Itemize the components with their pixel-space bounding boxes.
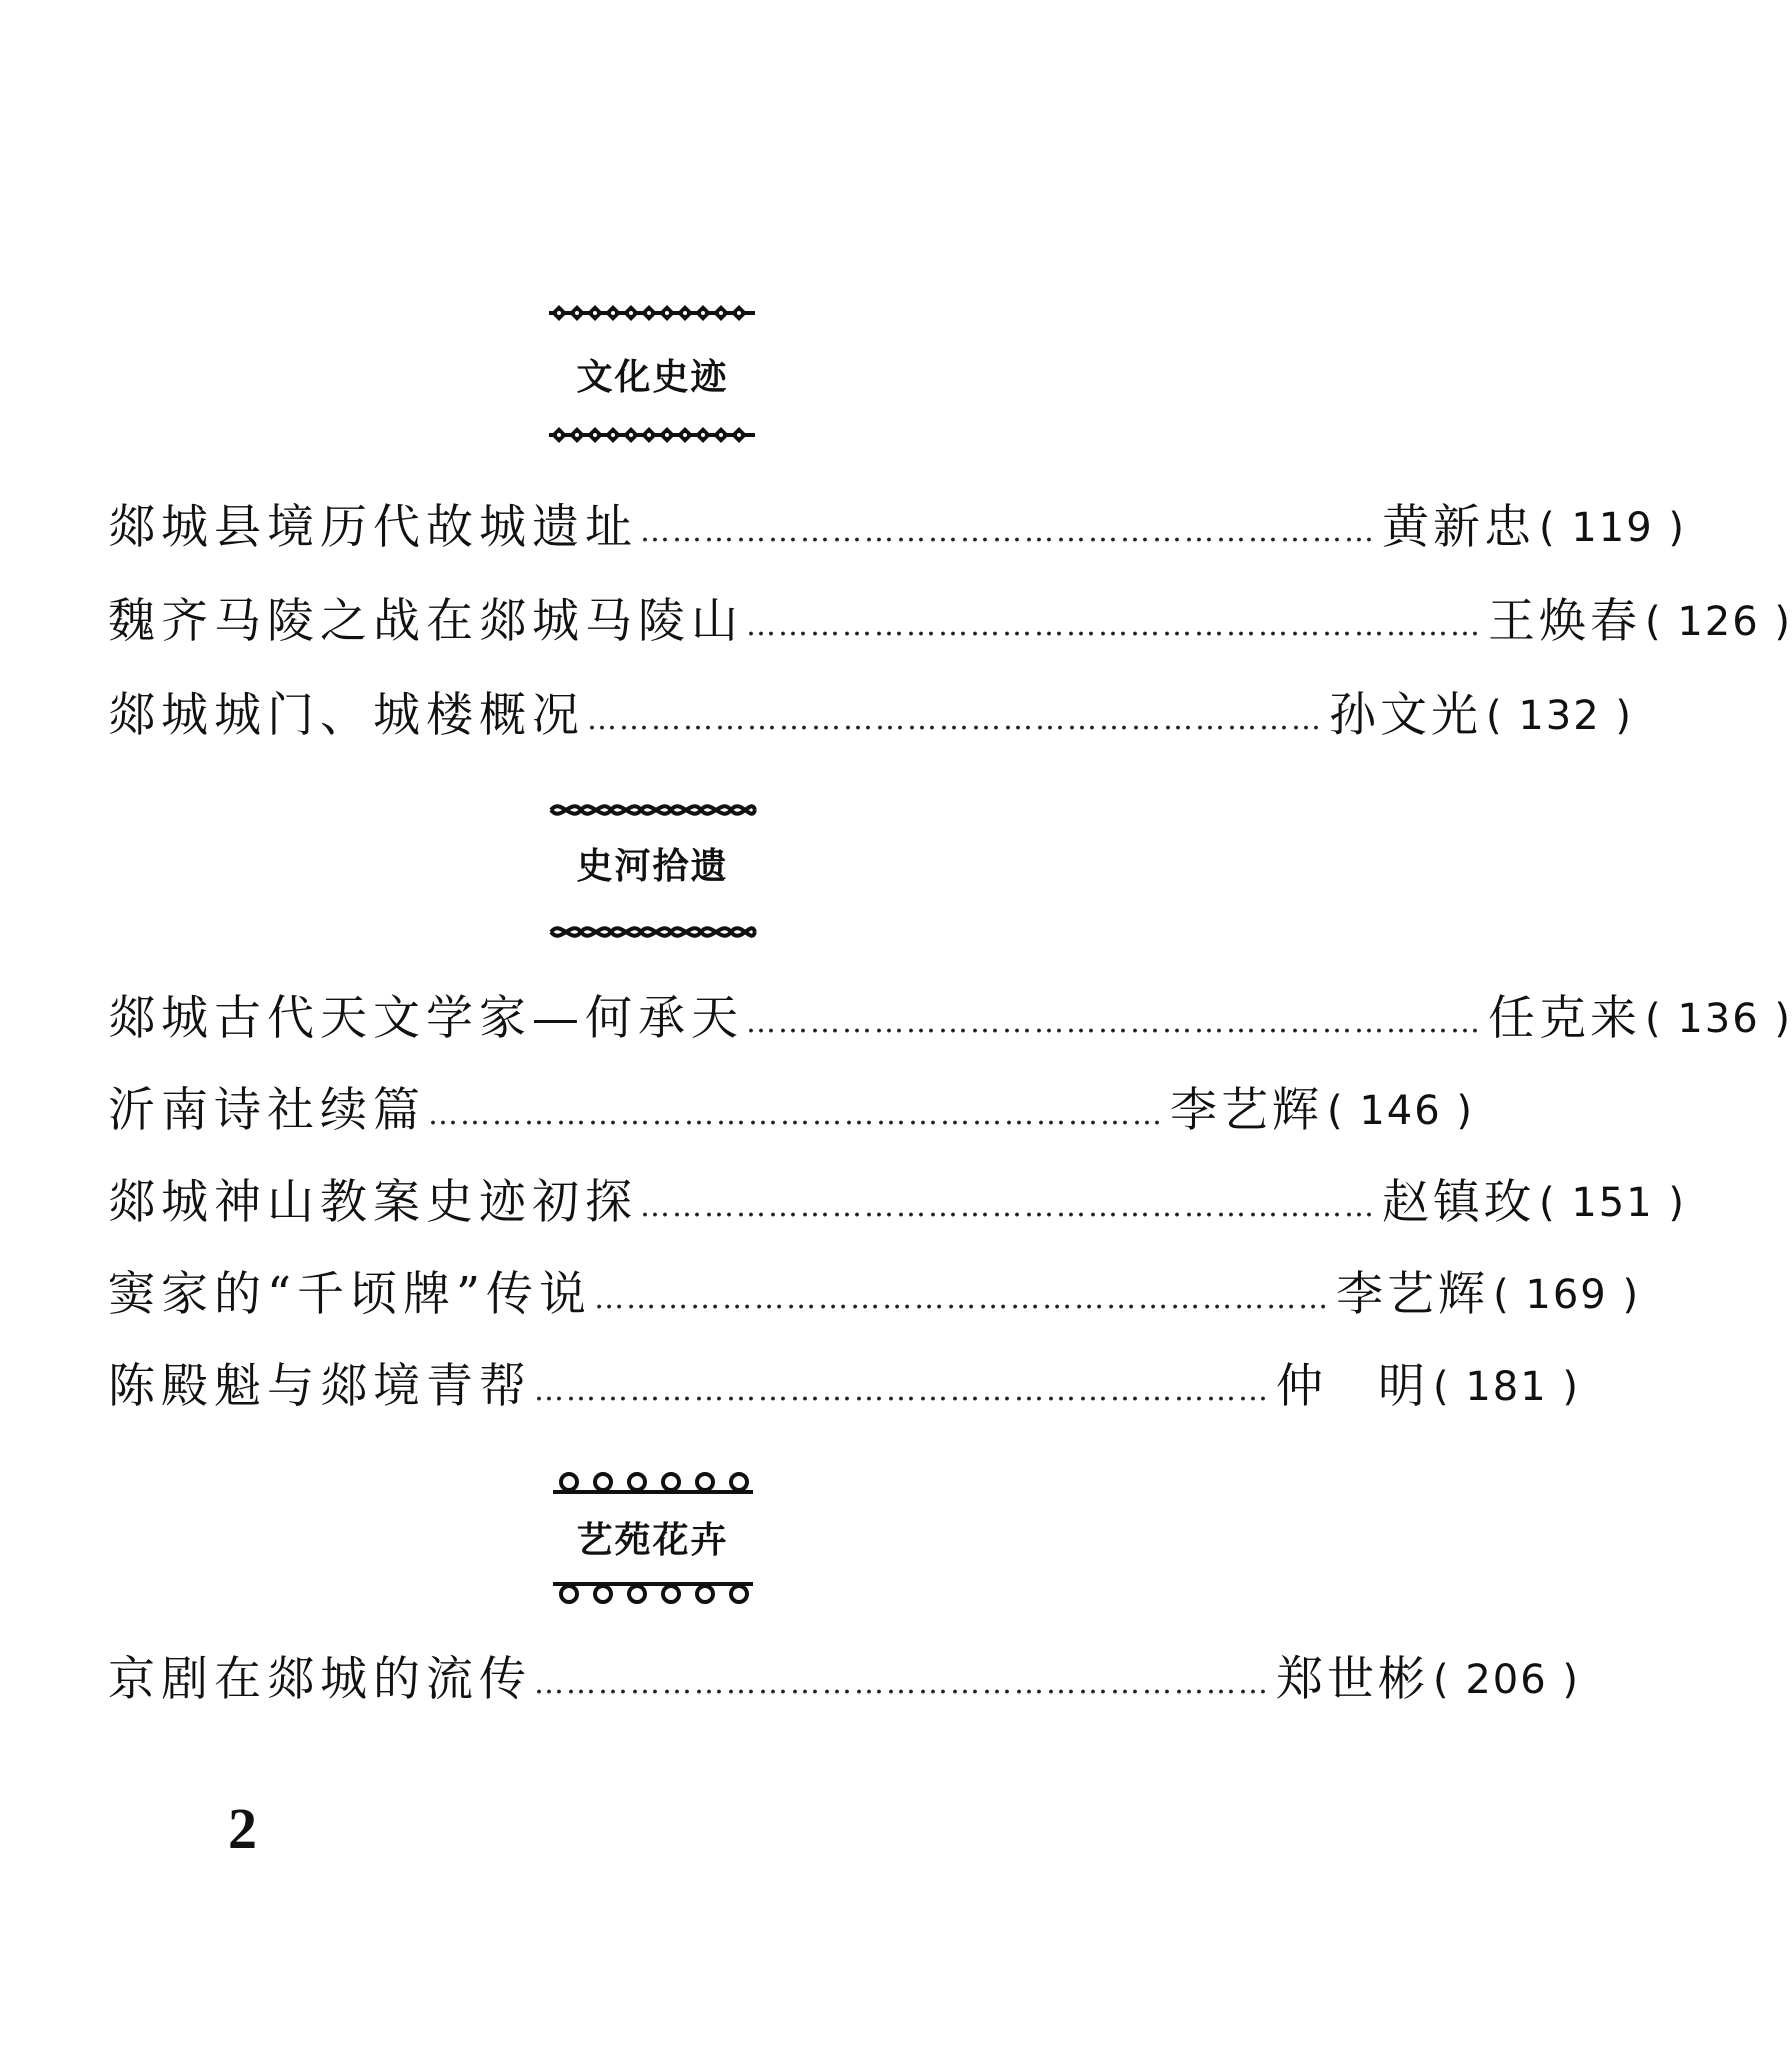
toc-entry[interactable] (108, 1260, 1641, 1330)
leader-dots: …………………………………………………………… (640, 514, 1376, 549)
page-number: 2 (228, 1796, 257, 1861)
entry-title: 沂南诗社续篇 (108, 1083, 426, 1138)
entry-author: 孙文光 (1329, 688, 1482, 743)
braid-knot-icon (0, 917, 1305, 951)
entry-page: ( 119 ) (1539, 505, 1687, 551)
toc-entry[interactable] (108, 493, 1687, 563)
entry-page: ( 132 ) (1486, 693, 1634, 739)
loop-scroll-icon (0, 1468, 1305, 1502)
section-title: 艺苑花卉 (576, 1520, 729, 1561)
entry-title: 魏齐马陵之战在郯城马陵山 (108, 594, 744, 649)
leader-dots: …………………………………………………………… (746, 608, 1482, 643)
leader-dots: …………………………………………………………… (587, 702, 1323, 737)
entry-page: ( 126 ) (1645, 599, 1792, 645)
entry-title: 陈殿魁与郯境青帮 (108, 1359, 532, 1414)
toc-entry[interactable] (108, 681, 1634, 751)
entry-title: 京剧在郯城的流传 (108, 1652, 532, 1707)
leader-dots: …………………………………………………………… (640, 1189, 1376, 1224)
diamond-chain-icon (0, 422, 1305, 452)
section-title: 文化史迹 (576, 357, 729, 398)
diamond-chain-icon (0, 300, 1305, 330)
toc-entry[interactable] (108, 1168, 1687, 1238)
entry-author: 李艺辉 (1336, 1267, 1490, 1322)
entry-page: ( 169 ) (1493, 1272, 1641, 1318)
entry-author: 任克来 (1488, 991, 1641, 1046)
toc-entry[interactable] (108, 1076, 1475, 1146)
entry-page: ( 181 ) (1433, 1364, 1581, 1410)
entry-author: 李艺辉 (1170, 1083, 1323, 1138)
entry-author: 郑世彬 (1276, 1652, 1429, 1707)
leader-dots: …………………………………………………………… (534, 1373, 1270, 1408)
entry-author: 仲 明 (1276, 1359, 1429, 1414)
loop-scroll-icon (0, 1578, 1305, 1612)
entry-title: 郯城城门、城楼概况 (108, 688, 585, 743)
entry-author: 王焕春 (1488, 594, 1641, 649)
entry-page: ( 136 ) (1645, 996, 1792, 1042)
leader-dots: …………………………………………………………… (746, 1005, 1482, 1040)
entry-page: ( 151 ) (1539, 1180, 1687, 1226)
leader-dots: …………………………………………………………… (428, 1097, 1164, 1132)
toc-entry[interactable] (108, 1645, 1581, 1715)
entry-author: 黄新忠 (1382, 500, 1535, 555)
toc-entry[interactable] (108, 984, 1792, 1054)
entry-title: 郯城神山教案史迹初探 (108, 1175, 638, 1230)
toc-entry[interactable] (108, 1352, 1581, 1422)
entry-page: ( 146 ) (1327, 1088, 1475, 1134)
toc-entry[interactable] (108, 587, 1792, 657)
section-title: 史河拾遗 (576, 846, 729, 887)
entry-title: 郯城古代天文学家—何承天 (108, 991, 744, 1046)
leader-dots: …………………………………………………………… (594, 1281, 1331, 1316)
entry-title: 郯城县境历代故城遗址 (108, 500, 638, 555)
entry-page: ( 206 ) (1433, 1657, 1581, 1703)
entry-title: 窦家的“千顷牌”传说 (108, 1267, 593, 1322)
leader-dots: …………………………………………………………… (534, 1666, 1270, 1701)
entry-author: 赵镇玫 (1382, 1175, 1535, 1230)
braid-knot-icon (0, 795, 1305, 829)
